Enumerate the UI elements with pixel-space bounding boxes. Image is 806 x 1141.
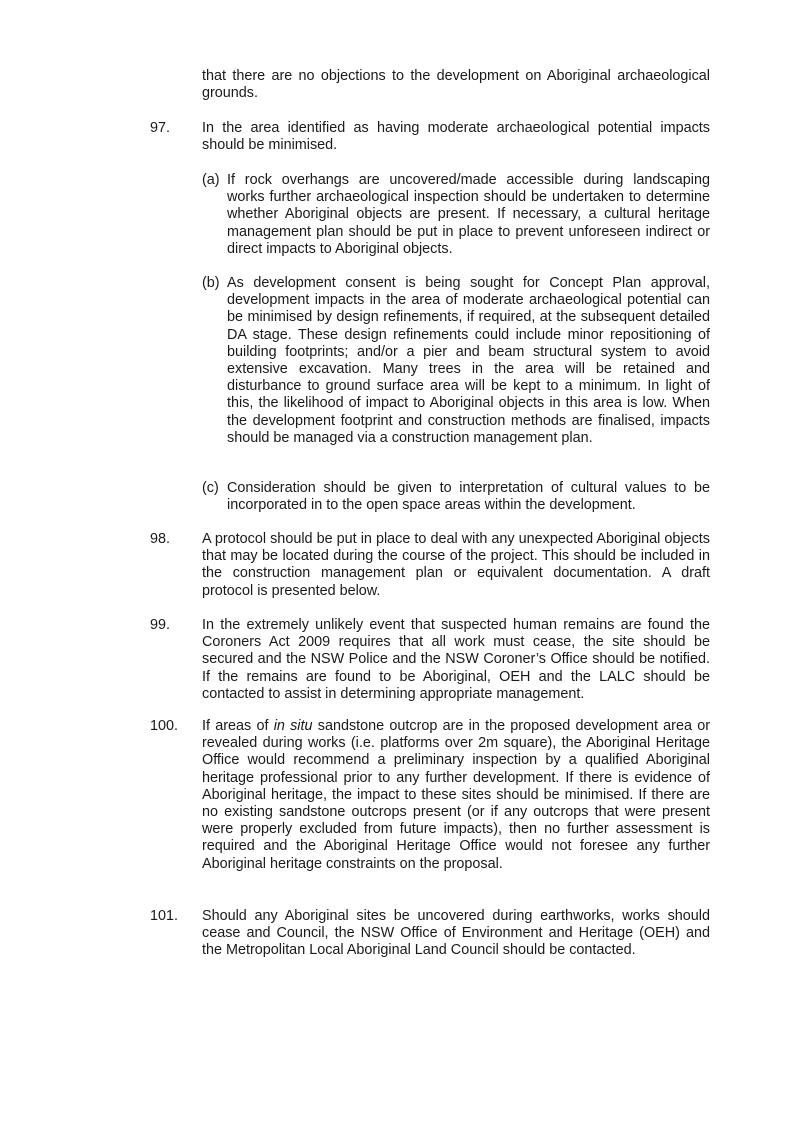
subitem-text: If rock overhangs are uncovered/made accessible during landscaping works further archaeological inspection should be undertaken to determine whether Aboriginal objects are present. If necessary, a cultural heritage management plan should be put in place to prevent unforeseen indirect or direct impacts to Aboriginal objects.: [227, 172, 710, 257]
subitem-label: (a): [202, 172, 220, 188]
paragraph-number: 100.: [150, 718, 179, 734]
subitem-97b: [202, 275, 710, 447]
text-before: If areas of: [202, 718, 274, 734]
paragraph-98: [150, 531, 710, 600]
paragraph-101: [150, 908, 710, 960]
paragraph-text: [202, 718, 710, 873]
paragraph-text: In the area identified as having moderate archaeological potential impacts should be minimised.: [202, 120, 710, 154]
text-after: sandstone outcrop are in the proposed development area or revealed during works (i.e. platforms over 2m square), the Aboriginal Heritage Office would recommend a preliminary inspection by a qualified Aboriginal heritage professional prior to any further development. If there is evidence of Aboriginal heritage, the impact to these sites should be minimised. If there are no existing sandstone outcrops present (or if any outcrops that were present were properly excluded from future impacts), then no further assessment is required and the Aboriginal Heritage Office would not foresee any further Aboriginal heritage constraints on the proposal.: [202, 718, 710, 872]
subitem-97c: [202, 480, 710, 514]
paragraph-number: 101.: [150, 908, 179, 924]
continuation-text: that there are no objections to the development on Aboriginal archaeological grounds.: [202, 68, 710, 102]
subitem-label: (c): [202, 480, 219, 496]
paragraph-97: [150, 120, 710, 154]
paragraph-number: 99.: [150, 617, 171, 633]
paragraph-99: [150, 617, 710, 703]
paragraph-100: [150, 718, 710, 873]
subitem-97a: [202, 172, 710, 258]
paragraph-text: A protocol should be put in place to deal with any unexpected Aboriginal objects that may be located during the course of the project. This should be included in the construction management plan or equivalent documentation. A draft protocol is presented below.: [202, 531, 710, 599]
paragraph-text: Should any Aboriginal sites be uncovered during earthworks, works should cease and Council, the NSW Office of Environment and Heritage (OEH) and the Metropolitan Local Aboriginal Land Council should be contacted.: [202, 908, 710, 959]
italic-term: in situ: [273, 718, 313, 734]
subitem-text: As development consent is being sought for Concept Plan approval, development impacts in the area of moderate archaeological potential can be minimised by design refinements, if required, at the subsequent detailed DA stage. These design refinements could include minor repositioning of building footprints; and/or a pier and beam structural system to avoid extensive excavation. Many trees in the area will be retained and disturbance to ground surface area will be kept to a minimum. In light of this, the likelihood of impact to Aboriginal objects in this area is low. When the development footprint and construction methods are finalised, impacts should be managed via a construction management plan.: [227, 275, 710, 446]
subitem-label: (b): [202, 275, 220, 291]
paragraph-number: 98.: [150, 531, 171, 547]
subitem-text: Consideration should be given to interpretation of cultural values to be incorporated in to the open space areas within the development.: [227, 480, 710, 514]
paragraph-text: In the extremely unlikely event that suspected human remains are found the Coroners Act 2009 requires that all work must cease, the site should be secured and the NSW Police and the NSW Coroner’s Office should be notified. If the remains are found to be Aboriginal, OEH and the LALC should be contacted to assist in determining appropriate management.: [202, 617, 710, 702]
paragraph-number: 97.: [150, 120, 171, 136]
